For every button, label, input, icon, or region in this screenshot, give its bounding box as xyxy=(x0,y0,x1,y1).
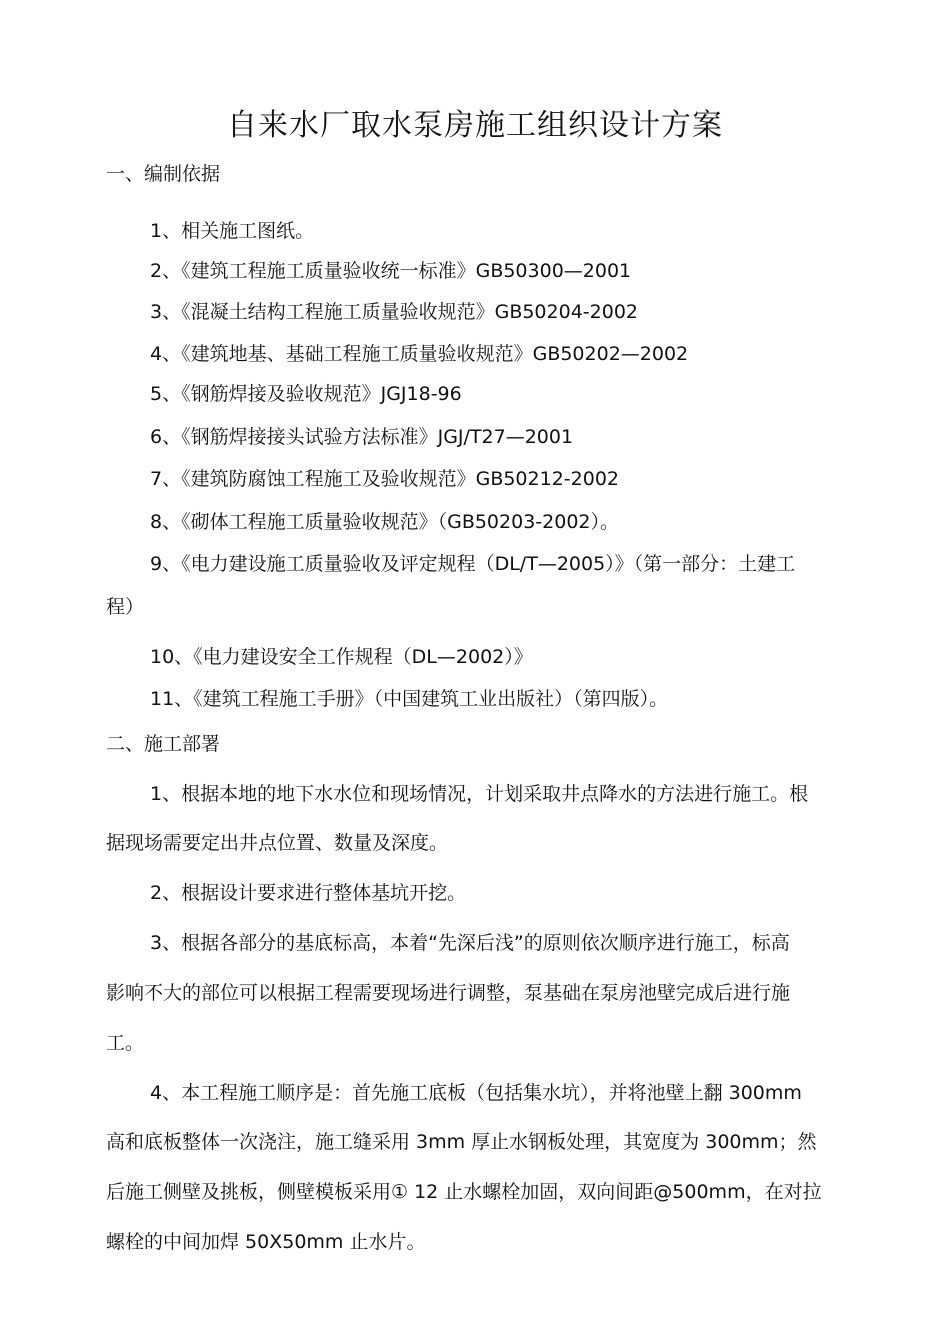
section-heading: 一、编制依据 xyxy=(106,163,221,185)
paragraph-line: 2、根据设计要求进行整体基坑开挖。 xyxy=(150,882,467,904)
list-item: 10、《电力建设安全工作规程（DL—2002）》 xyxy=(150,646,533,668)
document-title: 自来水厂取水泵房施工组织设计方案 xyxy=(227,108,723,143)
list-item-continuation: 程） xyxy=(106,596,145,618)
paragraph-line: 高和底板整体一次浇注，施工缝采用 3mm 厚止水钢板处理，其宽度为 300mm；然 xyxy=(106,1131,817,1153)
list-item: 2、《建筑工程施工质量验收统一标准》GB50300—2001 xyxy=(150,260,632,282)
section-heading: 二、施工部署 xyxy=(106,733,221,755)
list-item: 6、《钢筋焊接接头试验方法标准》JGJ/T27—2001 xyxy=(150,426,574,448)
paragraph-line: 据现场需要定出井点位置、数量及深度。 xyxy=(106,832,449,854)
list-item: 3、《混凝土结构工程施工质量验收规范》GB50204-2002 xyxy=(150,301,638,323)
list-item: 11、《建筑工程施工手册》（中国建筑工业出版社）（第四版）。 xyxy=(150,688,669,710)
list-item: 5、《钢筋焊接及验收规范》JGJ18-96 xyxy=(150,383,462,405)
list-item: 4、《建筑地基、基础工程施工质量验收规范》GB50202—2002 xyxy=(150,343,689,365)
paragraph-line: 影响不大的部位可以根据工程需要现场进行调整，泵基础在泵房池壁完成后进行施 xyxy=(106,982,791,1004)
paragraph-line: 后施工侧壁及挑板，侧壁模板采用① 12 止水螺栓加固，双向间距@500mm，在对拉 xyxy=(106,1181,822,1203)
list-item: 9、《电力建设施工质量验收及评定规程（DL/T—2005）》（第一部分：土建工 xyxy=(150,553,796,575)
paragraph-line: 工。 xyxy=(106,1032,145,1054)
paragraph-line: 3、根据各部分的基底标高，本着“先深后浅”的原则依次顺序进行施工，标高 xyxy=(150,932,790,954)
list-item: 7、《建筑防腐蚀工程施工及验收规范》GB50212-2002 xyxy=(150,468,619,490)
paragraph-line: 1、根据本地的地下水水位和现场情况，计划采取井点降水的方法进行施工。根 xyxy=(150,783,809,805)
list-item: 8、《砌体工程施工质量验收规范》（GB50203-2002）。 xyxy=(150,511,619,533)
paragraph-line: 4、本工程施工顺序是：首先施工底板（包括集水坑），并将池壁上翻 300mm xyxy=(150,1082,802,1104)
paragraph-line: 螺栓的中间加焊 50X50mm 止水片。 xyxy=(106,1231,426,1253)
list-item: 1、相关施工图纸。 xyxy=(150,220,315,242)
